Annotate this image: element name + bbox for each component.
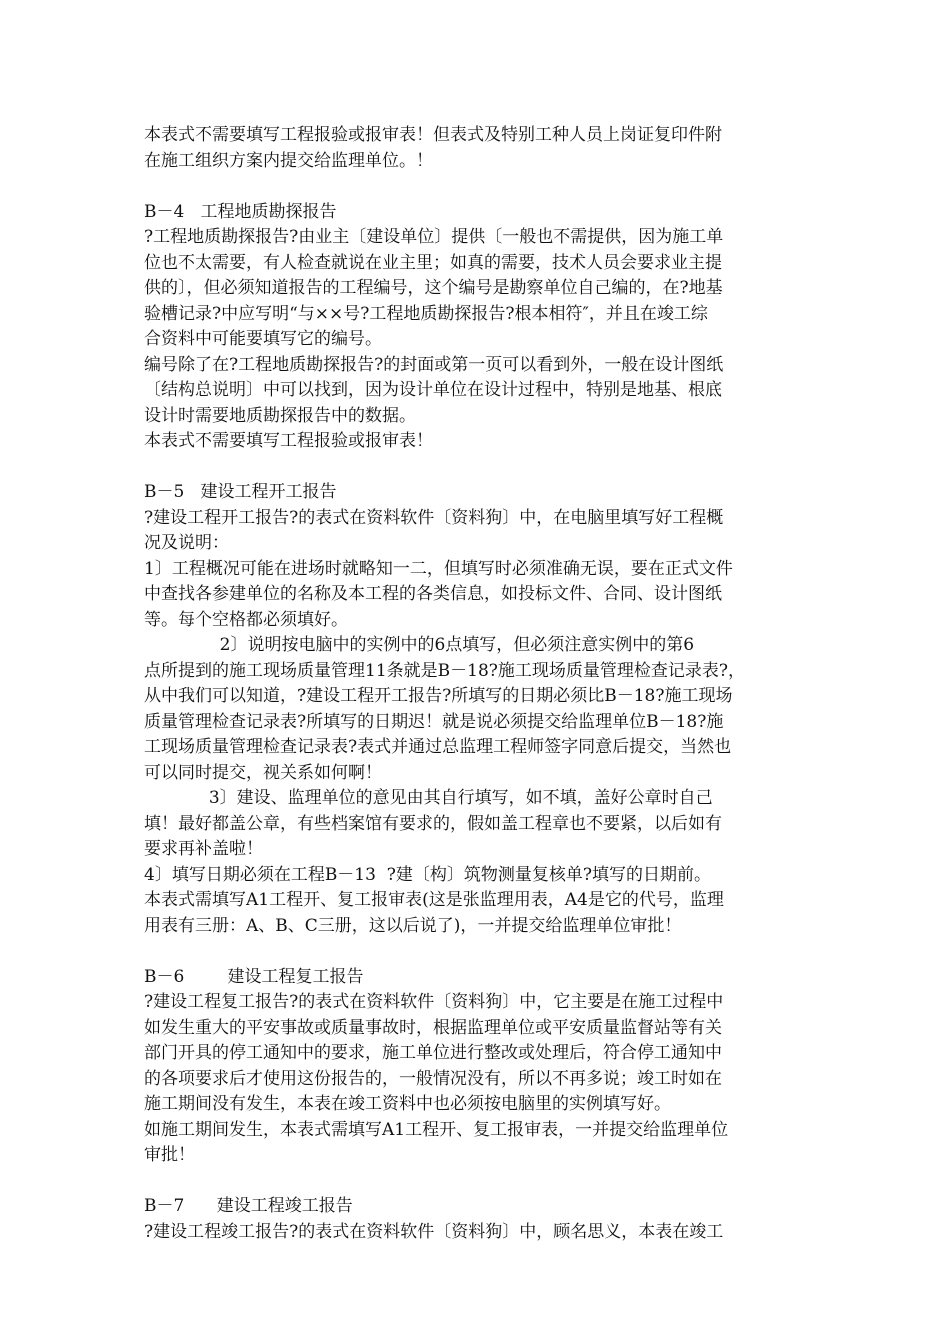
text-line: ?建设工程竣工报告?的表式在资料软件〔资料狗〕中，顾名思义，本表在竣工 xyxy=(144,1221,724,1242)
section-block xyxy=(144,200,808,455)
text-line: 供的〕，但必须知道报告的工程编号，这个编号是勘察单位自己编的，在?地基 xyxy=(144,278,723,298)
text-line: 本表式不需要填写工程报验或报审表！ xyxy=(144,431,433,451)
text-line: 质量管理检查记录表?所填写的日期迟！就是说必须提交给监理单位B－18?施 xyxy=(144,711,724,732)
text-line: 从中我们可以知道，?建设工程开工报告?所填写的日期必须比B－18?施工现场 xyxy=(144,686,733,706)
text-line: 2〕说明按电脑中的实例中的6点填写，但必须注意实例中的第6 xyxy=(144,635,695,655)
text-line: 部门开具的停工通知中的要求，施工单位进行整改或处理后，符合停工通知中 xyxy=(144,1043,722,1063)
text-line: 点所提到的施工现场质量管理11条就是B－18?施工现场质量管理检查记录表?， xyxy=(144,660,745,681)
text-line: 编号除了在?工程地质勘探报告?的封面或第一页可以看到外，一般在设计图纸 xyxy=(144,354,724,375)
text-line: 如施工期间发生，本表式需填写A1工程开、复工报审表，一并提交给监理单位 xyxy=(144,1119,729,1140)
text-line: 4〕填写日期必须在工程B－13 ?建〔构〕筑物测量复核单?填写的日期前。 xyxy=(144,864,711,885)
text-line: 要求再补盖啦！ xyxy=(144,839,263,859)
text-line: 况及说明： xyxy=(144,533,229,553)
paragraph-gap xyxy=(144,455,808,481)
text-line: 验槽记录?中应写明“与××号?工程地质勘探报告?根本相符″，并且在竣工综 xyxy=(144,303,708,324)
text-line: ?建设工程开工报告?的表式在资料软件〔资料狗〕中，在电脑里填写好工程概 xyxy=(144,507,724,528)
paragraph-gap xyxy=(144,174,808,200)
section-heading: B－7 建设工程竣工报告 xyxy=(144,1196,353,1216)
text-line: 〔结构总说明〕中可以找到，因为设计单位在设计过程中，特别是地基、根底 xyxy=(144,380,722,400)
text-line: 位也不太需要，有人检查就说在业主里；如真的需要，技术人员会要求业主提 xyxy=(144,252,722,273)
document-body xyxy=(144,123,808,1245)
text-line: 的各项要求后才使用这份报告的，一般情况没有，所以不再多说；竣工时如在 xyxy=(144,1068,722,1089)
text-line: 等。每个空格都必须填好。 xyxy=(144,609,348,630)
section-heading: B－5 建设工程开工报告 xyxy=(144,482,337,502)
text-line: ?建设工程复工报告?的表式在资料软件〔资料狗〕中，它主要是在施工过程中 xyxy=(144,992,724,1012)
text-line: 填！最好都盖公章，有些档案馆有要求的，假如盖工程章也不要紧，以后如有 xyxy=(144,813,722,834)
text-line: 3〕建设、监理单位的意见由其自行填写，如不填，盖好公章时自己 xyxy=(144,788,713,808)
text-line: 合资料中可能要填写它的编号。 xyxy=(144,329,382,349)
section-block xyxy=(144,480,808,939)
section-heading: B－6 建设工程复工报告 xyxy=(144,966,364,987)
text-line: 在施工组织方案内提交给监理单位。！ xyxy=(144,150,433,171)
text-line: 中查找各参建单位的名称及本工程的各类信息，如投标文件、合同、设计图纸 xyxy=(144,584,722,604)
text-line: 施工期间没有发生，本表在竣工资料中也必须按电脑里的实例填写好。 xyxy=(144,1094,671,1114)
text-line: 审批！ xyxy=(144,1145,195,1165)
text-line: 工现场质量管理检查记录表?表式并通过总监理工程师签字同意后提交，当然也 xyxy=(144,737,732,757)
text-line: 如发生重大的平安事故或质量事故时，根据监理单位或平安质量监督站等有关 xyxy=(144,1017,722,1038)
section-block xyxy=(144,965,808,1169)
text-line: ?工程地质勘探报告?由业主〔建设单位〕提供〔一般也不需提供，因为施工单 xyxy=(144,227,724,247)
section-block xyxy=(144,1194,808,1245)
text-line: 用表有三册：A、B、C三册，这以后说了)，一并提交给监理单位审批！ xyxy=(144,915,682,936)
text-line: 本表式需填写A1工程开、复工报审表(这是张监理用表，A4是它的代号，监理 xyxy=(144,890,724,910)
section-block xyxy=(144,123,808,174)
text-line: 1〕工程概况可能在进场时就略知一二，但填写时必须准确无误，要在正式文件 xyxy=(144,558,733,579)
paragraph-gap xyxy=(144,1169,808,1195)
text-line: 本表式不需要填写工程报验或报审表！但表式及特别工种人员上岗证复印件附 xyxy=(144,125,722,145)
paragraph-gap xyxy=(144,939,808,965)
text-line: 可以同时提交，视关系如何啊！ xyxy=(144,762,382,783)
section-heading: B－4 工程地质勘探报告 xyxy=(144,201,337,222)
text-line: 设计时需要地质勘探报告中的数据。 xyxy=(144,405,416,426)
